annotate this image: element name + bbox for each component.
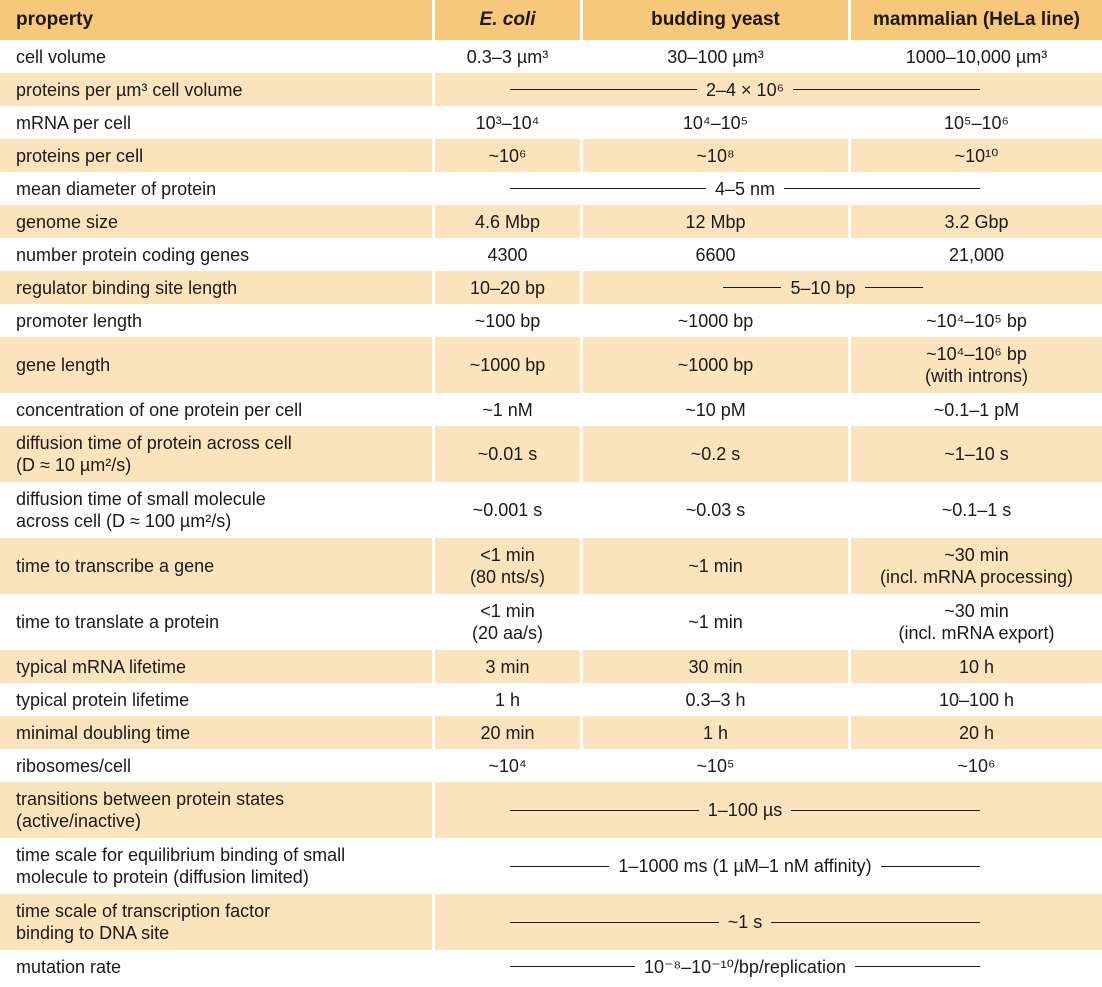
table-row: [0, 538, 1102, 594]
span-rule-left: [510, 966, 635, 967]
shared-value-cell: [435, 73, 1102, 106]
yeast-value: 10⁴–10⁵: [583, 106, 851, 139]
row-property: genome size: [0, 205, 435, 238]
ecoli-value: ~10⁴: [435, 749, 583, 782]
mammalian-value: ~10¹⁰: [851, 139, 1102, 172]
ecoli-value: 0.3–3 µm³: [435, 40, 583, 73]
span-rule-left: [510, 922, 719, 923]
row-property-line1: diffusion time of small molecule: [16, 489, 266, 509]
row-property: [0, 894, 435, 950]
row-property: mRNA per cell: [0, 106, 435, 139]
table-row: [0, 950, 1102, 983]
shared-value-text: 2–4 × 10⁶: [706, 79, 784, 100]
row-property: [0, 838, 435, 894]
table-row: [0, 683, 1102, 716]
row-property-line1: transitions between protein states: [16, 789, 285, 809]
ecoli-value: [435, 594, 583, 650]
table-row: [0, 73, 1102, 106]
table-row: [0, 304, 1102, 337]
shared-value-cell: [435, 894, 1102, 950]
span-rule-right: [784, 188, 980, 189]
ecoli-value-line1: <1 min: [480, 601, 535, 621]
ecoli-value: 1 h: [435, 683, 583, 716]
mammalian-value: ~10⁶: [851, 749, 1102, 782]
header-property: property: [0, 0, 435, 40]
table-row: [0, 594, 1102, 650]
row-property: time to translate a protein: [0, 594, 435, 650]
mammalian-value: 10 h: [851, 650, 1102, 683]
row-property-line2: binding to DNA site: [16, 923, 170, 943]
yeast-value: ~10⁵: [583, 749, 851, 782]
yeast-value: ~10⁸: [583, 139, 851, 172]
table-row: [0, 426, 1102, 482]
span-rule-right: [771, 922, 980, 923]
mammalian-value: [851, 594, 1102, 650]
span-rule-right: [881, 866, 980, 867]
table-row: [0, 271, 1102, 304]
yeast-value: ~1 min: [583, 594, 851, 650]
row-property: ribosomes/cell: [0, 749, 435, 782]
mammalian-value: ~1–10 s: [851, 426, 1102, 482]
row-property: [0, 426, 435, 482]
ecoli-value: 20 min: [435, 716, 583, 749]
span-rule-left: [510, 810, 699, 811]
row-property-line1: diffusion time of protein across cell: [16, 433, 292, 453]
yeast-value: 6600: [583, 238, 851, 271]
table-row: [0, 139, 1102, 172]
table-row: [0, 782, 1102, 838]
row-property: gene length: [0, 337, 435, 393]
mammalian-value: ~0.1–1 pM: [851, 393, 1102, 426]
row-property: cell volume: [0, 40, 435, 73]
table-row: [0, 393, 1102, 426]
mammalian-value: 1000–10,000 µm³: [851, 40, 1102, 73]
row-property-line2: (active/inactive): [16, 811, 142, 831]
row-property: mean diameter of protein: [0, 172, 435, 205]
shared-value-cell: [435, 838, 1102, 894]
row-property: mutation rate: [0, 950, 435, 983]
shared-value-cell: [435, 172, 1102, 205]
shared-value: [723, 277, 923, 299]
header-row: [0, 0, 1102, 40]
header-yeast: budding yeast: [583, 0, 851, 40]
ecoli-value: 3 min: [435, 650, 583, 683]
table-row: [0, 106, 1102, 139]
mammalian-value-line2: (with introns): [924, 366, 1029, 386]
ecoli-value: [435, 538, 583, 594]
span-rule-right: [793, 89, 980, 90]
span-rule-left: [723, 287, 781, 288]
shared-value-cell: [435, 782, 1102, 838]
table-row: [0, 238, 1102, 271]
shared-value-text: 4–5 nm: [714, 178, 776, 199]
shared-value: [510, 855, 980, 877]
row-property: [0, 482, 435, 538]
yeast-value: ~1000 bp: [583, 304, 851, 337]
ecoli-value: ~0.01 s: [435, 426, 583, 482]
table-row: [0, 482, 1102, 538]
row-property: proteins per cell: [0, 139, 435, 172]
row-property: proteins per µm³ cell volume: [0, 73, 435, 106]
mammalian-value: 10⁵–10⁶: [851, 106, 1102, 139]
table-row: [0, 749, 1102, 782]
row-property-line2: (D ≈ 10 µm²/s): [16, 455, 132, 475]
mammalian-value-line2: (incl. mRNA export): [898, 623, 1055, 643]
mammalian-value: ~0.1–1 s: [851, 482, 1102, 538]
yeast-value: ~1 min: [583, 538, 851, 594]
ecoli-value: ~100 bp: [435, 304, 583, 337]
mammalian-value: 21,000: [851, 238, 1102, 271]
ecoli-value-line2: (80 nts/s): [469, 567, 546, 587]
shared-value: [510, 911, 980, 933]
shared-value: [510, 799, 980, 821]
row-property: [0, 782, 435, 838]
table-row: [0, 40, 1102, 73]
yeast-value: ~10 pM: [583, 393, 851, 426]
mammalian-value: [851, 337, 1102, 393]
span-rule-left: [510, 188, 706, 189]
table-row: [0, 838, 1102, 894]
ecoli-value-line1: <1 min: [480, 545, 535, 565]
mammalian-value: ~10⁴–10⁵ bp: [851, 304, 1102, 337]
ecoli-value: 4300: [435, 238, 583, 271]
ecoli-value: 10–20 bp: [435, 271, 583, 304]
table-row: [0, 337, 1102, 393]
span-rule-right: [791, 810, 980, 811]
mammalian-value-line1: ~10⁴–10⁶ bp: [926, 344, 1027, 364]
span-rule-left: [510, 866, 609, 867]
mammalian-value: 20 h: [851, 716, 1102, 749]
row-property: typical mRNA lifetime: [0, 650, 435, 683]
ecoli-value: 4.6 Mbp: [435, 205, 583, 238]
mammalian-value: 10–100 h: [851, 683, 1102, 716]
shared-value: [510, 956, 980, 978]
row-property-line1: time scale for equilibrium binding of small: [16, 845, 346, 865]
yeast-value: 12 Mbp: [583, 205, 851, 238]
shared-value: [510, 178, 980, 200]
row-property: time to transcribe a gene: [0, 538, 435, 594]
table-row: [0, 894, 1102, 950]
ecoli-value-line2: (20 aa/s): [471, 623, 544, 643]
shared-value-text: 5–10 bp: [790, 277, 856, 298]
row-property: regulator binding site length: [0, 271, 435, 304]
shared-value-text: ~1 s: [727, 912, 763, 932]
table-row: [0, 172, 1102, 205]
span-rule-right: [865, 287, 923, 288]
yeast-value: ~0.03 s: [583, 482, 851, 538]
shared-value-cell: [435, 950, 1102, 983]
ecoli-value: ~1 nM: [435, 393, 583, 426]
row-property: promoter length: [0, 304, 435, 337]
header-mammalian: mammalian (HeLa line): [851, 0, 1102, 40]
shared-value: [510, 79, 980, 101]
mammalian-value: [851, 538, 1102, 594]
header-ecoli: [435, 0, 583, 40]
table-row: [0, 650, 1102, 683]
row-property: number protein coding genes: [0, 238, 435, 271]
shared-value-text: 1–100 µs: [707, 800, 783, 820]
row-property: minimal doubling time: [0, 716, 435, 749]
table-row: [0, 716, 1102, 749]
shared-value-text: 10⁻⁸–10⁻¹⁰/bp/replication: [644, 956, 846, 977]
row-property: typical protein lifetime: [0, 683, 435, 716]
yeast-value: 1 h: [583, 716, 851, 749]
ecoli-value: 10³–10⁴: [435, 106, 583, 139]
yeast-value: 30–100 µm³: [583, 40, 851, 73]
mammalian-value-line2: (incl. mRNA processing): [879, 567, 1074, 587]
yeast-value: ~0.2 s: [583, 426, 851, 482]
row-property: concentration of one protein per cell: [0, 393, 435, 426]
mammalian-value-line1: ~30 min: [944, 545, 1009, 565]
table-row: [0, 205, 1102, 238]
yeast-value: ~1000 bp: [583, 337, 851, 393]
header-ecoli-label: E. coli: [479, 9, 536, 30]
span-rule-left: [510, 89, 697, 90]
yeast-value: 30 min: [583, 650, 851, 683]
shared-value-cell: [583, 271, 1102, 304]
yeast-value: 0.3–3 h: [583, 683, 851, 716]
row-property-line1: time scale of transcription factor: [16, 901, 271, 921]
shared-value-text: 1–1000 ms (1 µM–1 nM affinity): [618, 856, 872, 876]
mammalian-value-line1: ~30 min: [944, 601, 1009, 621]
ecoli-value: ~10⁶: [435, 139, 583, 172]
span-rule-right: [855, 966, 980, 967]
row-property-line2: molecule to protein (diffusion limited): [16, 867, 309, 887]
row-property-line2: across cell (D ≈ 100 µm²/s): [16, 511, 232, 531]
ecoli-value: ~1000 bp: [435, 337, 583, 393]
ecoli-value: ~0.001 s: [435, 482, 583, 538]
mammalian-value: 3.2 Gbp: [851, 205, 1102, 238]
